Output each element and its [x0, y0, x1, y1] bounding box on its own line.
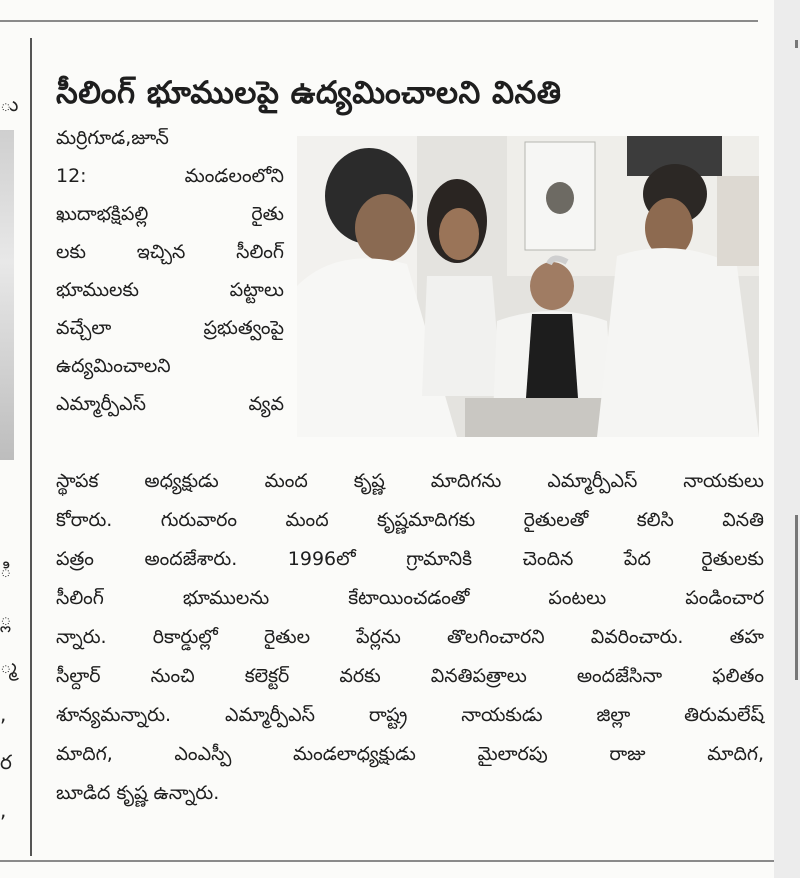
fragment-glyph: ర	[0, 750, 12, 774]
article-photo	[297, 136, 759, 437]
article-line: ఎమ్మార్పీఎస్ వ్యవ	[56, 393, 284, 415]
article-line: 12: మండలంలోని	[56, 165, 284, 187]
article-line: న్నారు. రికార్డుల్లో రైతుల పేర్లను తొలగించారని వివరించారు. తహ	[56, 626, 764, 648]
fragment-glyph: ్ల	[0, 606, 12, 630]
top-rule	[0, 20, 758, 22]
article-line: కోరారు. గురువారం మంద కృష్ణమాదిగకు రైతులతో కలిసి వినతి	[56, 509, 764, 531]
fragment-glyph: ్మ	[0, 654, 17, 678]
article-line: ఉద్యమించాలని	[56, 355, 171, 377]
strip-mark	[795, 515, 798, 680]
fragment-glyph: ,	[0, 798, 7, 822]
article-line: సీలింగ్ భూములను కేటాయించడంతో పంటలు పండించార	[56, 587, 764, 609]
strip-mark	[795, 40, 798, 48]
article-line: శూన్యమన్నారు. ఎమ్మార్పీఎస్ రాష్ట్ర నాయకుడు జిల్లా తిరుమలేష్	[56, 704, 764, 726]
meeting-photo-illustration	[297, 136, 759, 437]
adjacent-photo-fragment	[0, 130, 14, 460]
article-line: ఖుదాభక్షిపల్లి రైతు	[56, 203, 284, 225]
article-line: వచ్చేలా ప్రభుత్వంపై	[56, 317, 284, 339]
article-headline: సీలింగ్ భూములపై ఉద్యమించాలని వినతి	[56, 74, 562, 111]
adjacent-article-fragment	[0, 40, 26, 860]
article-line: పత్రం అందజేశారు. 1996లో గ్రామానికి చెందిన పేద రైతులకు	[56, 548, 764, 570]
article-line: లకు ఇచ్చిన సీలింగ్	[56, 241, 284, 263]
fragment-glyph: ు	[0, 92, 19, 116]
fragment-glyph: ి	[0, 558, 12, 582]
column-divider	[30, 38, 32, 856]
article-line: మర్రిగూడ,జూన్	[56, 127, 169, 149]
adjacent-page-strip	[774, 0, 800, 878]
fragment-glyph: ,	[0, 702, 7, 726]
article-line: సీల్దార్ నుంచి కలెక్టర్ వరకు వినతిపత్రాలు అందజేసినా ఫలితం	[56, 665, 764, 687]
article-line: బూడిద కృష్ణ ఉన్నారు.	[56, 782, 220, 804]
article-line: స్థాపక అధ్యక్షుడు మంద కృష్ణ మాదిగను ఎమ్మార్పీఎస్ నాయకులు	[56, 470, 764, 492]
article-line: భూములకు పట్టాలు	[56, 279, 284, 301]
article-line: మాదిగ, ఎంఎస్పీ మండలాధ్యక్షుడు మైలారపు రాజు మాదిగ,	[56, 743, 764, 765]
bottom-rule	[0, 860, 800, 862]
